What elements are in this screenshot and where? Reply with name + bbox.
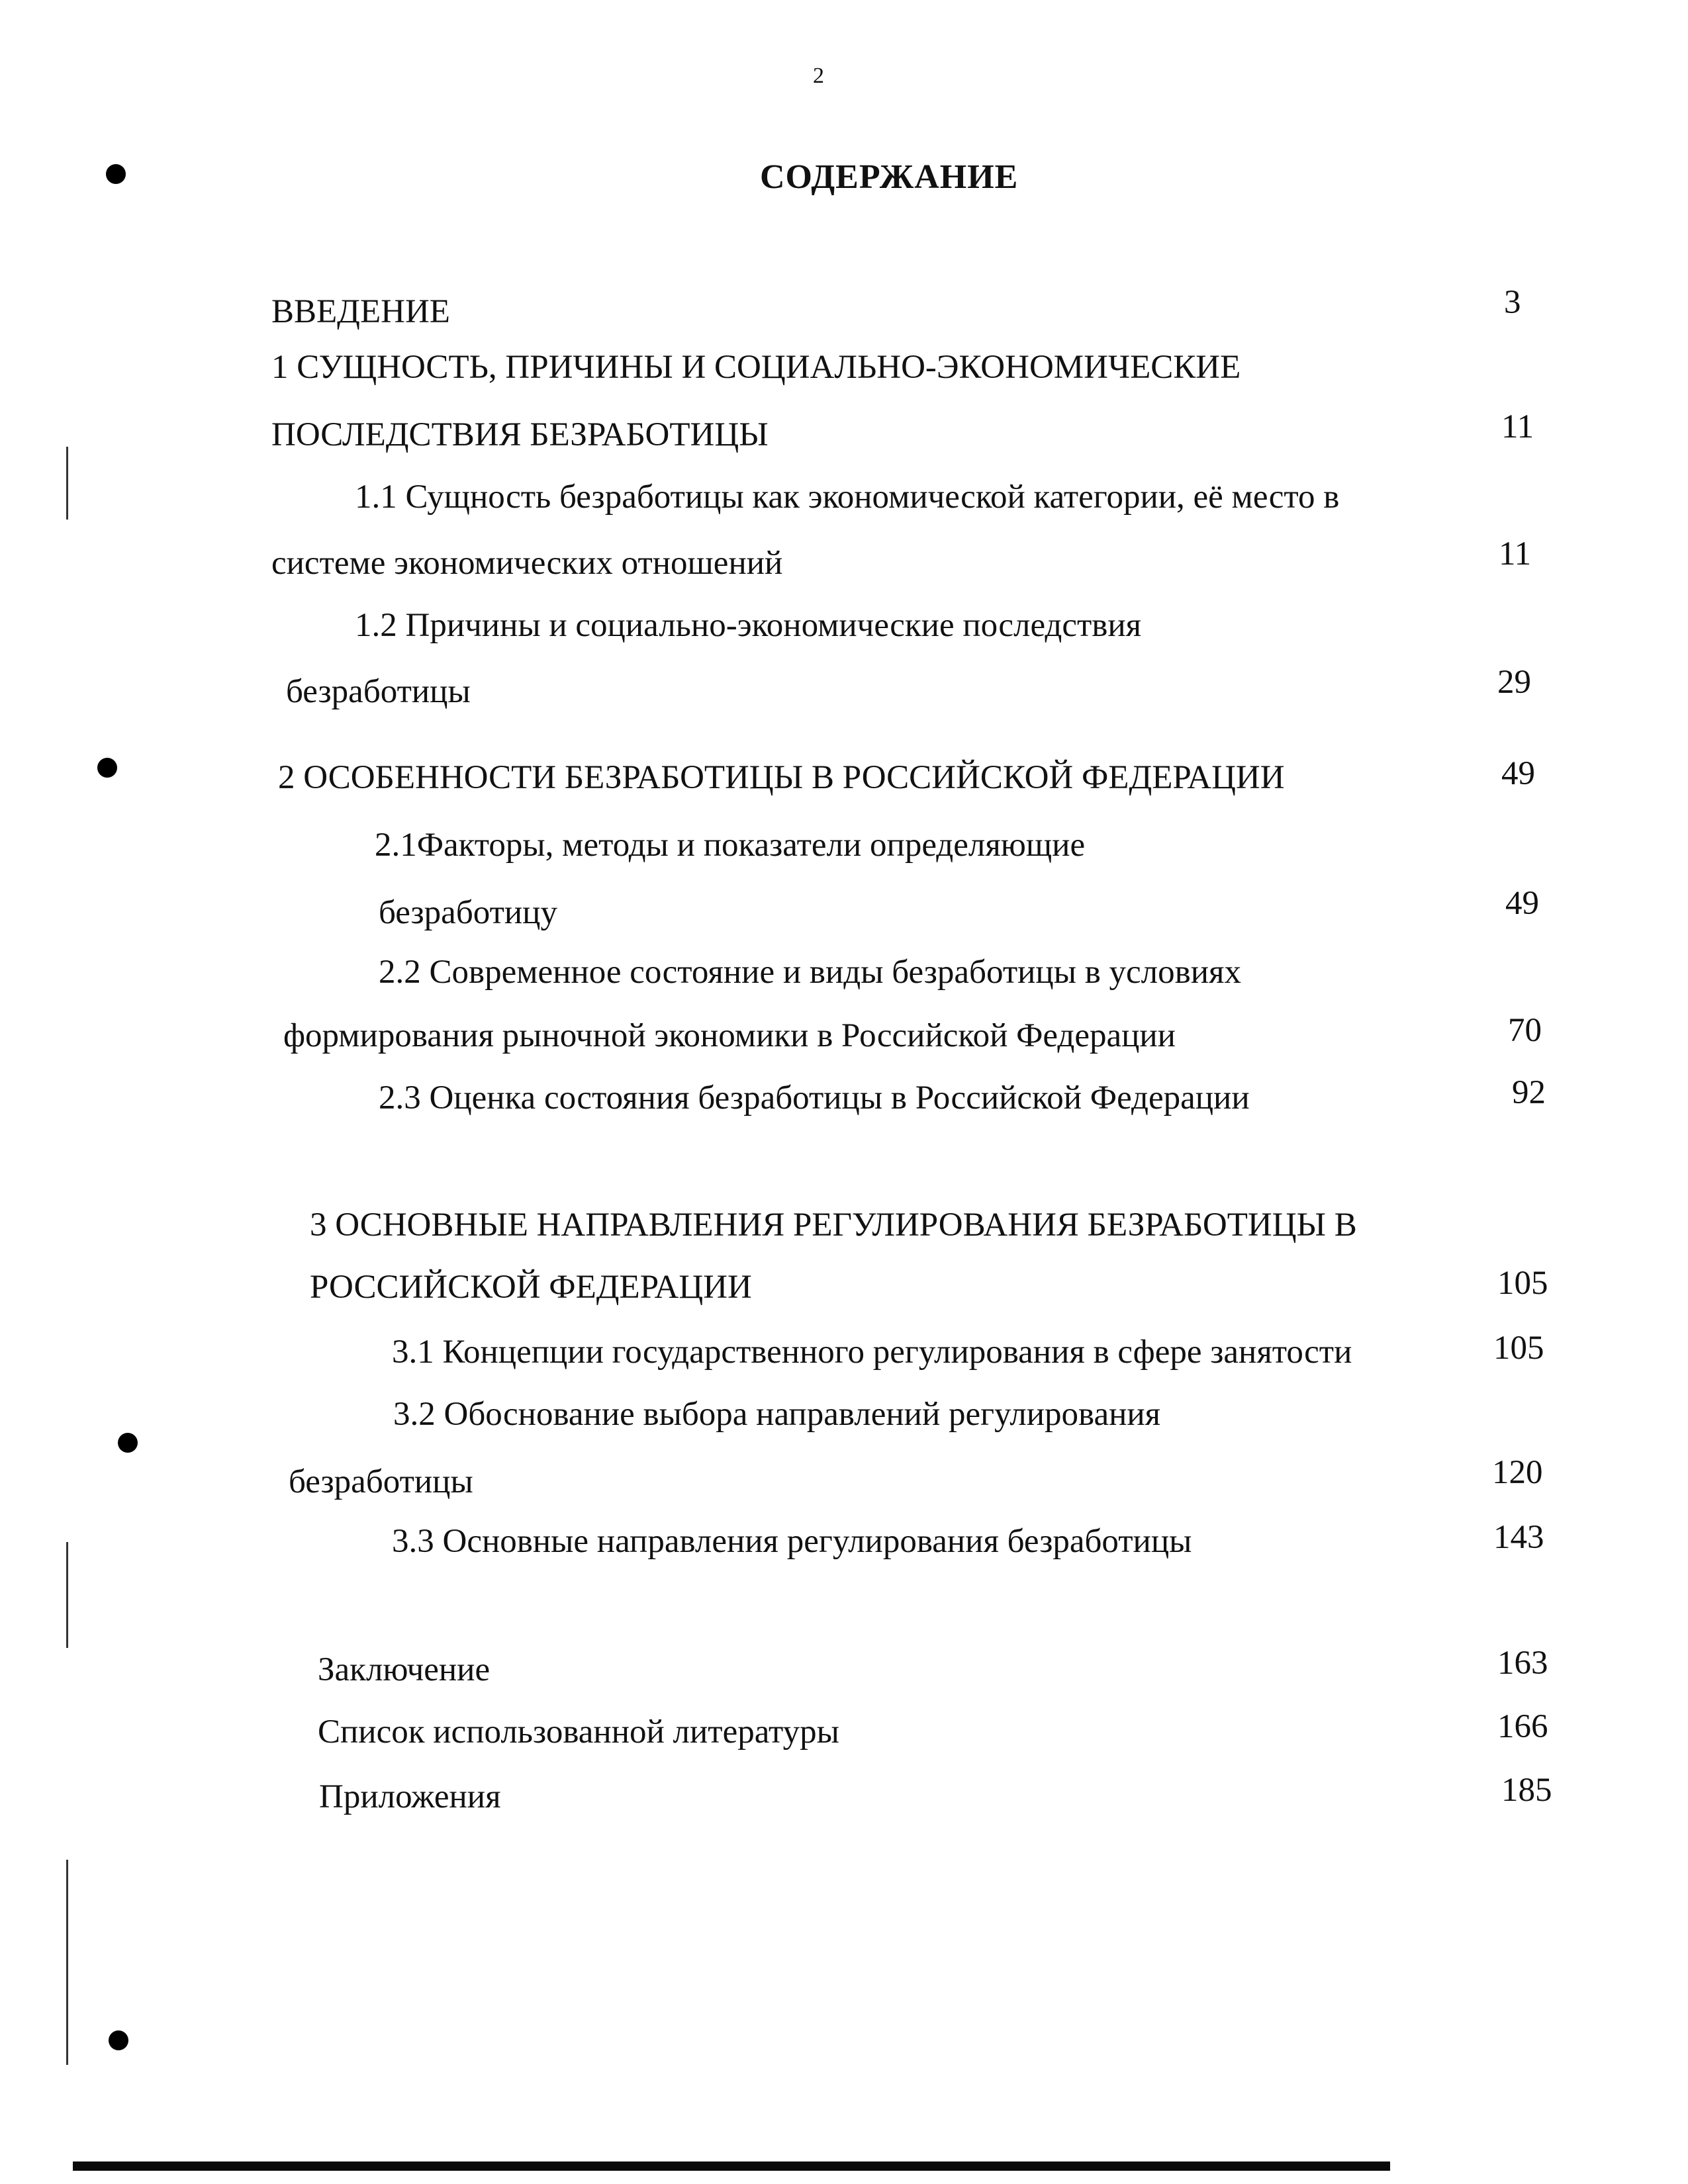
- margin-line: [66, 1542, 68, 1648]
- margin-line: [66, 1860, 68, 2065]
- punch-hole: [106, 164, 126, 184]
- toc-section-1-2-line2: безработицы: [286, 673, 471, 710]
- toc-chapter3-page: 105: [1497, 1265, 1548, 1302]
- toc-intro: ВВЕДЕНИЕ: [271, 293, 450, 330]
- toc-section-3-2-line1: 3.2 Обоснование выбора направлений регулирования: [393, 1396, 1161, 1433]
- toc-section-3-3-page: 143: [1493, 1519, 1544, 1556]
- margin-line: [66, 447, 68, 520]
- page-title: СОДЕРЖАНИЕ: [760, 158, 1019, 196]
- toc-section-3-1: 3.1 Концепции государственного регулирования в сфере занятости: [392, 1334, 1352, 1371]
- toc-section-3-1-page: 105: [1493, 1330, 1544, 1367]
- toc-section-3-3: 3.3 Основные направления регулирования безработицы: [392, 1523, 1192, 1560]
- punch-hole: [97, 758, 117, 778]
- toc-section-2-2-page: 70: [1508, 1012, 1542, 1049]
- toc-appendices: Приложения: [319, 1778, 501, 1815]
- toc-intro-page: 3: [1504, 284, 1521, 321]
- toc-section-2-1-page: 49: [1505, 885, 1539, 922]
- toc-section-1-1-line2: системе экономических отношений: [271, 545, 783, 582]
- toc-chapter2-page: 49: [1501, 755, 1535, 792]
- punch-hole: [109, 2030, 128, 2050]
- toc-section-3-2-line2: безработицы: [289, 1463, 473, 1500]
- toc-section-1-1-line1: 1.1 Сущность безработицы как экономической категории, её место в: [355, 478, 1340, 516]
- page-number: 2: [813, 64, 824, 88]
- toc-section-1-2-line1: 1.2 Причины и социально-экономические последствия: [355, 607, 1142, 644]
- toc-chapter1-line1: 1 СУЩНОСТЬ, ПРИЧИНЫ И СОЦИАЛЬНО-ЭКОНОМИЧЕСКИЕ: [271, 349, 1241, 386]
- toc-section-2-3-page: 92: [1512, 1074, 1546, 1111]
- toc-appendices-page: 185: [1501, 1772, 1552, 1809]
- toc-references-page: 166: [1497, 1708, 1548, 1745]
- toc-chapter3-line1: 3 ОСНОВНЫЕ НАПРАВЛЕНИЯ РЕГУЛИРОВАНИЯ БЕЗРАБОТИЦЫ В: [310, 1206, 1357, 1244]
- toc-section-2-1-line2: безработицу: [379, 894, 557, 931]
- toc-section-2-2-line1: 2.2 Современное состояние и виды безработицы в условиях: [379, 954, 1241, 991]
- toc-section-2-2-line2: формирования рыночной экономики в Российской Федерации: [283, 1017, 1176, 1054]
- toc-conclusion-page: 163: [1497, 1645, 1548, 1682]
- toc-section-1-1-page: 11: [1499, 535, 1532, 572]
- toc-chapter1-page: 11: [1501, 408, 1534, 445]
- toc-section-1-2-page: 29: [1497, 664, 1531, 701]
- punch-hole: [118, 1433, 138, 1453]
- toc-chapter3-line2: РОССИЙСКОЙ ФЕДЕРАЦИИ: [310, 1269, 752, 1306]
- toc-chapter2: 2 ОСОБЕННОСТИ БЕЗРАБОТИЦЫ В РОССИЙСКОЙ ФЕДЕРАЦИИ: [278, 759, 1285, 796]
- toc-chapter1-line2: ПОСЛЕДСТВИЯ БЕЗРАБОТИЦЫ: [271, 416, 769, 453]
- toc-conclusion: Заключение: [318, 1651, 491, 1688]
- toc-section-3-2-page: 120: [1492, 1454, 1543, 1491]
- toc-section-2-1-line1: 2.1Факторы, методы и показатели определяющие: [375, 827, 1086, 864]
- scan-edge-bar: [73, 2161, 1390, 2171]
- toc-section-2-3: 2.3 Оценка состояния безработицы в Российской Федерации: [379, 1079, 1250, 1116]
- toc-references: Список использованной литературы: [318, 1713, 839, 1751]
